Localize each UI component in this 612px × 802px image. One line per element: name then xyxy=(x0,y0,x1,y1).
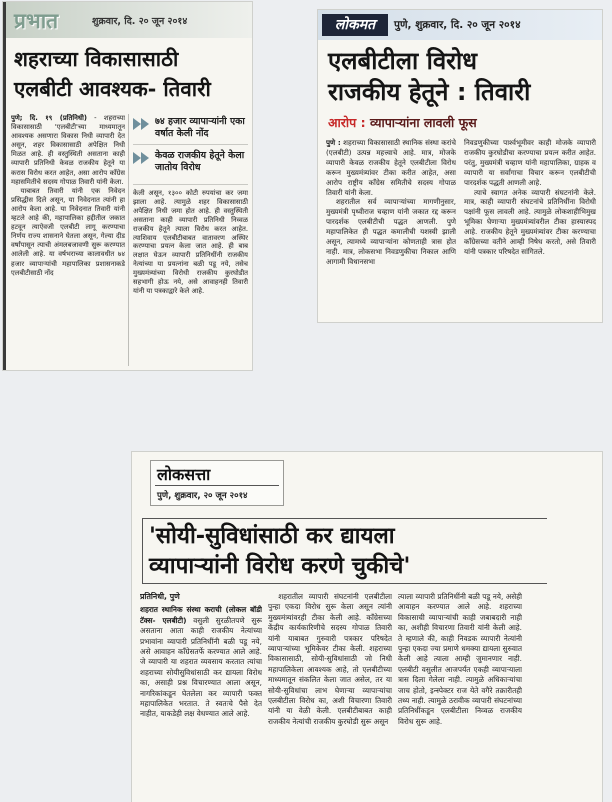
loksatta-headline xyxy=(142,518,547,584)
lokmat-subheadline xyxy=(328,114,477,131)
article-column-2 xyxy=(133,114,248,367)
prabhat-masthead xyxy=(6,2,252,38)
article-paragraph: याबाबत तिवारी यांनी एक निवेदन प्रसिद्धीस दिले असून, या निवेदनात त्यांनी हा आरोप केला आहे. या निवेदनात तिवारी यांनी म्हटले आहे की, महापालिका हद्दीतील जकात हटवून त्याऐवजी एलबीटी लागू करण्याचा निर्णय राज्य शासनाने घेतला असून, गेल्या दीड वर्षांपासून त्याची अंमलबजावणी सुरू करण्यात आलेली आहे. या वर्षभराच्या कालावधीत ७४ हजार व्यापाऱ्यांची महापालिका प्रशासनाकडे एलबीटीसाठी नोंद xyxy=(11,186,125,277)
dateline-lead: पुणे : xyxy=(326,138,341,147)
double-arrow-icon xyxy=(133,152,151,164)
article-continuation xyxy=(133,184,248,296)
headline-line-1: 'सोयी-सुविधांसाठी कर द्यायला xyxy=(149,523,395,549)
dateline-lead: पुणे; दि. १९ (प्रतिनिधी) xyxy=(11,114,87,122)
article-paragraph xyxy=(11,114,125,187)
paragraph-text: - शहराच्या विकासासाठी 'एलबीटी'च्या माध्यमातून आवश्यक असणारा विकास निधी व्यापारी देत असून, शहर विकासासाठी अपेक्षित निधी मिळत आहे. ही वस्तुस्थिती असताना काही व्यापारी प्रतिनिधी केवळ राजकीय हेतूने या करास विरोध करत आहेत, असा आरोप काँग्रेस महासमितीचे सदस्य गोपाळ तिवारी यांनी केला. xyxy=(11,114,125,186)
lokmat-clipping xyxy=(318,10,602,322)
prabhat-dateline: शुक्रवार, दि. २० जून २०१४ xyxy=(92,16,188,27)
article-paragraph xyxy=(140,605,262,719)
prabhat-clipping xyxy=(3,2,252,370)
article-paragraph: त्याला व्यापारी प्रतिनिधींनी बळी पडू नये, असेही आवाहन करण्यात आले आहे. शहराच्या विकासाची व्यापाऱ्यांची काही जबाबदारी नाही का, अशीही विचारणा तिवारी यांनी केली आहे. ते म्हणाले की, काही निवडक व्यापारी नेत्यांनी पुन्हा एकदा ज्या प्रमाणे धमक्या द्यायला सुरुवात केली आहे त्याला आम्ही जुमानणार नाही. एलबीटी वसुलीत आजपर्यंत एकही व्यापाऱ्याला त्रास दिला गेलेला नाही. त्यामुळे अधिकाऱ्यांचा जाच होतो, इन्स्पेक्टर राज येते वगैरे तक्रारीतही तथ्य नाही. त्यामुळे ठरावीक व्यापारी संघटनांच्या प्रतिनिधींकडून एलबीटीला निव्वळ राजकीय विरोध सुरू आहे. xyxy=(398,592,522,726)
article-paragraph: शहरातील सर्व व्यापाऱ्यांच्या मागणीनुसार, मुख्यमंत्री पृथ्वीराज चव्हाण यांनी जकात रद्द करून पारदर्शक एलबीटीची पद्धत आणली. पुणे महापालिकेत ही पद्धत कमालीची यशस्वी झाली असून, त्यामध्ये व्यापाऱ्यांना कोणताही त्रास होत नाही. मात्र, लोकसभा निवडणुकीचा निकाल आणि आगामी विधानसभा xyxy=(326,197,456,266)
loksatta-logo: लोकसत्ता xyxy=(157,465,211,484)
paragraph-text: वसुली सुरळीतपणे सुरू असताना आता काही राजकीय नेत्यांच्या प्रभावांना व्यापारी प्रतिनिधींनी बळी पडू नये, असे आवाहन काँग्रेसतर्फे करण्यात आले आहे. जे व्यापारी या शहरात व्यवसाय करतात त्यांचा शहराच्या सोयीसुविधांसाठी कर द्यायला विरोध का, असाही प्रश्न विचारण्यात आला असून, नागरिकांकडून घेतलेला कर व्यापारी फक्त महापालिकेत भरतात. ते स्वतःचे पैसे देत नाहीत, याकडेही लक्ष वेधण्यात आले आहे. xyxy=(140,615,262,719)
article-column-2 xyxy=(268,592,392,800)
highlight-text: केवळ राजकीय हेतूने केला जातोय विरोध xyxy=(155,150,245,173)
prabhat-logo: प्रभात xyxy=(14,9,59,33)
article-column-1 xyxy=(11,114,125,367)
byline: प्रतिनिधी, पुणे xyxy=(140,592,180,601)
headline-line-2: एलबीटी आवश्यक- तिवारी xyxy=(14,77,211,101)
lokmat-logo: लोकमत xyxy=(322,14,388,36)
article-column-1 xyxy=(140,592,262,800)
article-paragraph: शहरातील व्यापारी संघटनांनी एलबीटीला पुन्हा एकदा विरोध सुरू केला असून त्यांनी मुख्यमंत्र्यांवरही टीका केली आहे. काँग्रेसच्या केंद्रीय कार्यकारिणीचे सदस्य गोपाळ तिवारी यांनी याबाबत गुरुवारी पत्रकार परिषदेत व्यापाऱ्यांच्या भूमिकेवर टीका केली. शहराच्या विकासासाठी, सोयी-सुविधांसाठी जो निधी महापालिकेला आवश्यक आहे, तो एलबीटीच्या माध्यमातून संकलित केला जात असेल, तर या सोयी-सुविधांचा लाभ घेणाऱ्या व्यापाऱ्यांचा एलबीटीला विरोध का, अशी विचारणा तिवारी यांनी या वेळी केली. एलबीटीबाबत काही राजकीय नेत्यांची राजकीय कुरघोडी सुरू असून xyxy=(268,592,392,726)
article-paragraph xyxy=(326,138,456,197)
subhead-text: व्यापाऱ्यांना लावली फूस xyxy=(369,115,477,130)
lokmat-headline xyxy=(328,46,594,108)
masthead-rule xyxy=(155,485,279,486)
article-paragraph: त्याचे स्वागत अनेक व्यापारी संघटनांनी केले. मात्र, काही व्यापारी संघटनांचे प्रतिनिधींना विरोधी पक्षांनी फूस लावली आहे. त्यामुळे लोकशाहीभिमुख भूमिका घेणाऱ्या मुख्यमंत्र्यांवरील टीका हास्यास्पद आहे. राजकीय हेतूने मुख्यमंत्र्यांवर टीका करण्याचा काँग्रेसच्या वतीने आम्ही निषेध करतो, असे तिवारी यांनी पत्रकार परिषदेत सांगितले. xyxy=(464,187,596,256)
headline-line-2: व्यापाऱ्यांनी विरोध करणे चुकीचे' xyxy=(149,553,411,579)
lokmat-dateline: पुणे, शुक्रवार, दि. २० जून २०१४ xyxy=(394,19,521,31)
loksatta-clipping xyxy=(132,452,602,802)
column-divider xyxy=(128,114,129,366)
article-column-3 xyxy=(398,592,522,800)
headline-line-2: राजकीय हेतूने : तिवारी xyxy=(328,78,531,106)
paragraph-text: शहराच्या विकासासाठी स्थानिक संस्था करांचे (एलबीटी) उत्पन्न महत्त्वाचे आहे. मात्र, मोजके व्यापारी केवळ राजकीय हेतूने एलबीटीला विरोध करून मुख्यमंत्र्यांवर टीका करीत आहेत, असा आरोप राष्ट्रीय काँग्रेस समितीचे सदस्य गोपाळ तिवारी यांनी केला. xyxy=(326,138,456,197)
highlight-box xyxy=(133,144,248,178)
headline-line-1: एलबीटीला विरोध xyxy=(328,47,477,75)
prabhat-headline xyxy=(14,44,246,104)
article-paragraph: केली असून, १३०० कोटी रुपयांचा कर जमा झाला आहे. त्यामुळे शहर विकासासाठी अपेक्षित निधी जमा होत आहे. ही वस्तुस्थिती असताना काही व्यापारी प्रतिनिधी निव्वळ राजकीय हेतूने त्याला विरोध करत आहेत. त्याशिवाय एलबीटीबाबत वातावरण अस्थिर करण्याचा प्रयत्न केला जात आहे. ही बाब लक्षात घेऊन व्यापारी प्रतिनिधींनी राजकीय नेत्यांच्या या प्रयत्नांना बळी पडू नये, तसेच मुख्यमंत्र्यांच्या विरोधी राजकीय कुरघोडीत सहभागी होऊ नये, असे आवाहनही तिवारी यांनी या पत्रकाद्वारे केले आहे. xyxy=(133,189,248,295)
subhead-label: आरोप : xyxy=(328,115,366,130)
article-lead: शहरात स्थानिक संस्था कराची (लोकल बॉडी टॅक्स- एलबीटी) xyxy=(140,605,262,625)
headline-line-1: शहराच्या विकासासाठी xyxy=(14,47,179,71)
double-arrow-icon xyxy=(133,118,151,130)
loksatta-masthead xyxy=(150,460,284,506)
article-column-2 xyxy=(464,138,596,318)
highlight-box xyxy=(133,114,248,144)
loksatta-dateline: पुणे, शुक्रवार, २० जून २०१४ xyxy=(157,491,248,501)
highlight-text: ७४ हजार व्यापाऱ्यांनी एका वर्षात केली नोंद xyxy=(155,116,245,139)
article-paragraph: निवडणुकीच्या पार्श्वभूमीवर काही मोजके व्यापारी राजकीय कुरघोडीचा करण्याचा प्रयत्न करीत आहेत. परंतु, मुख्यमंत्री चव्हाण यांनी महापालिका, ग्राहक व व्यापारी या सर्वांगाचा विचार करून एलबीटीची पारदर्शक पद्धती आणली आहे. xyxy=(464,138,596,187)
lokmat-masthead xyxy=(318,10,602,40)
article-column-1 xyxy=(326,138,456,318)
